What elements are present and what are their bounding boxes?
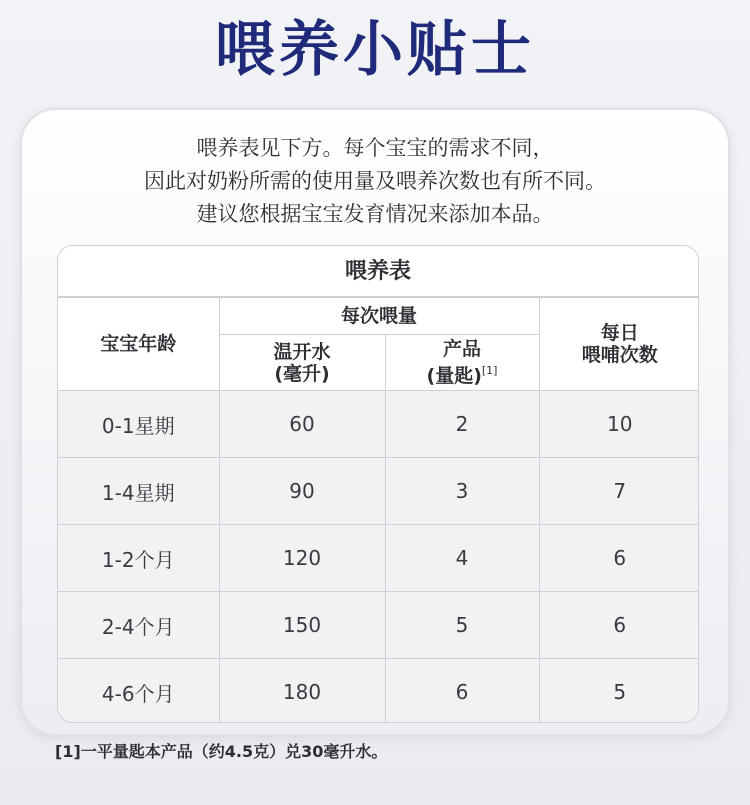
footnote: [1]一平量匙本产品（约4.5克）兑30毫升水。 [55, 742, 388, 761]
header-daily-feeds [539, 298, 699, 391]
footnote-marker: [1] [481, 364, 498, 377]
page-title: 喂养小贴士 [215, 15, 535, 85]
cell-water: 90 [219, 458, 385, 525]
header-water-line1: 温开水 [273, 340, 331, 363]
cell-age: 1-4星期 [58, 458, 219, 525]
cell-daily: 10 [539, 391, 699, 458]
cell-water: 60 [219, 391, 385, 458]
intro-text [22, 132, 728, 231]
table-row [58, 592, 699, 659]
feeding-table [57, 245, 699, 723]
header-product-line1: 产品 [443, 338, 482, 360]
intro-line: 喂养表见下方。每个宝宝的需求不同， [196, 136, 554, 160]
cell-water: 120 [219, 525, 385, 592]
cell-product: 5 [385, 592, 539, 659]
tips-card [20, 108, 730, 736]
header-daily-line2: 喂哺次数 [581, 344, 658, 366]
table-row [58, 659, 699, 724]
cell-age: 1-2个月 [58, 525, 219, 592]
header-product-line2: (量匙) [426, 365, 482, 387]
cell-daily: 6 [539, 592, 699, 659]
table-row [58, 525, 699, 592]
feeding-grid [58, 297, 699, 723]
cell-age: 4-6个月 [58, 659, 219, 724]
cell-daily: 5 [539, 659, 699, 724]
table-row [58, 391, 699, 458]
header-age: 宝宝年龄 [58, 298, 219, 391]
cell-product: 6 [385, 659, 539, 724]
intro-line: 建议您根据宝宝发育情况来添加本品。 [196, 202, 554, 226]
cell-product: 3 [385, 458, 539, 525]
cell-product: 4 [385, 525, 539, 592]
cell-daily: 6 [539, 525, 699, 592]
header-water-line2: (毫升) [274, 362, 330, 385]
cell-age: 0-1星期 [58, 391, 219, 458]
intro-line: 因此对奶粉所需的使用量及喂养次数也有所不同。 [144, 169, 606, 193]
header-water [219, 335, 385, 391]
cell-water: 180 [219, 659, 385, 724]
cell-product: 2 [385, 391, 539, 458]
cell-age: 2-4个月 [58, 592, 219, 659]
table-row [58, 458, 699, 525]
header-per-feed: 每次喂量 [219, 298, 539, 335]
table-title: 喂养表 [58, 246, 698, 297]
cell-water: 150 [219, 592, 385, 659]
cell-daily: 7 [539, 458, 699, 525]
header-product [385, 335, 539, 391]
header-daily-line1: 每日 [600, 322, 639, 344]
